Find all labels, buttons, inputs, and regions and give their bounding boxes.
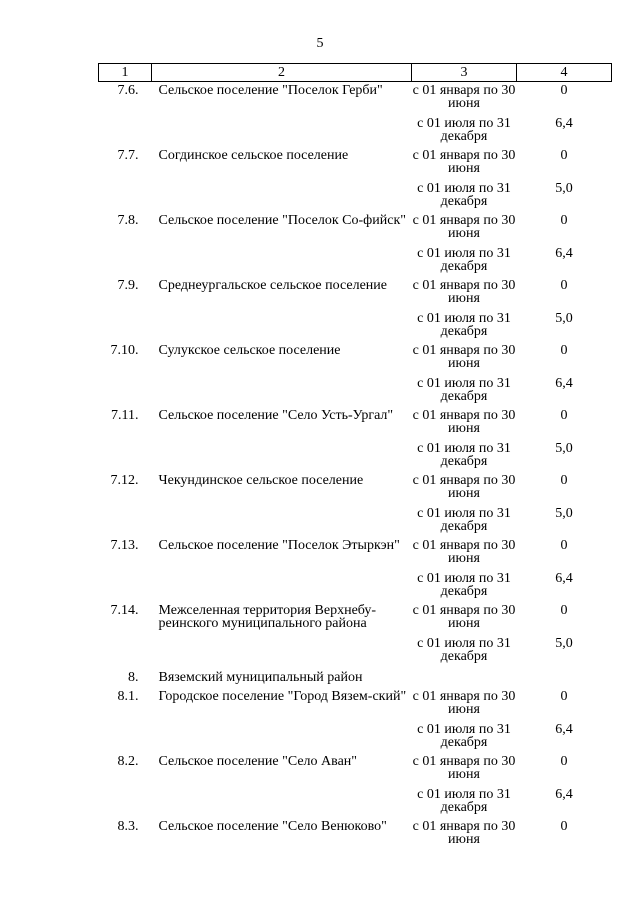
- cell-value: 0: [560, 689, 568, 704]
- cell-period: с 01 января по 30 июня: [412, 754, 516, 782]
- rates-table: [98, 63, 612, 850]
- cell-number: 7.14.: [110, 603, 139, 618]
- cell-value: 6,4: [555, 787, 573, 802]
- table-row: [99, 569, 612, 602]
- cell-period: с 01 июля по 31 декабря: [417, 376, 511, 404]
- table-row: [99, 720, 612, 753]
- cell-period: с 01 января по 30 июня: [412, 343, 516, 371]
- cell-territory: [152, 720, 412, 753]
- cell-value: 6,4: [555, 376, 573, 391]
- cell-territory: Межселенная территория Верхнебу-реинского муниципального района: [158, 603, 377, 631]
- cell-value: 5,0: [555, 636, 573, 651]
- cell-number: 7.8.: [117, 213, 139, 228]
- cell-period: с 01 января по 30 июня: [412, 278, 516, 306]
- cell-number: 8.2.: [117, 754, 139, 769]
- cell-territory: Вяземский муниципальный район: [158, 670, 363, 685]
- cell-number: [99, 634, 152, 667]
- cell-number: 7.13.: [110, 538, 139, 553]
- cell-period: с 01 июля по 31 декабря: [417, 181, 511, 209]
- table-row: [99, 147, 612, 179]
- cell-territory: [152, 114, 412, 147]
- table-row: [99, 785, 612, 818]
- cell-value: 0: [560, 473, 568, 488]
- cell-value: 5,0: [555, 311, 573, 326]
- cell-value: 6,4: [555, 571, 573, 586]
- column-header: 1: [99, 64, 152, 82]
- cell-number: [99, 244, 152, 277]
- cell-period: с 01 января по 30 июня: [412, 689, 516, 717]
- cell-period: [412, 667, 517, 688]
- cell-value: 0: [560, 213, 568, 228]
- cell-number: [99, 179, 152, 212]
- cell-period: с 01 июля по 31 декабря: [417, 787, 511, 815]
- cell-value: 0: [560, 603, 568, 618]
- table-row: [99, 472, 612, 504]
- table-row: [99, 439, 612, 472]
- table-row: [99, 309, 612, 342]
- cell-number: [99, 439, 152, 472]
- cell-period: с 01 июля по 31 декабря: [417, 636, 511, 664]
- cell-territory: Сулукское сельское поселение: [158, 343, 341, 358]
- cell-territory: [152, 634, 412, 667]
- cell-value: [517, 667, 612, 688]
- cell-value: 6,4: [555, 116, 573, 131]
- cell-number: 7.12.: [110, 473, 139, 488]
- table-row: [99, 114, 612, 147]
- cell-period: с 01 января по 30 июня: [412, 148, 516, 176]
- cell-number: 7.11.: [111, 408, 139, 423]
- page-number: 5: [316, 36, 324, 51]
- cell-territory: [152, 244, 412, 277]
- cell-territory: Сельское поселение "Поселок Этыркэн": [158, 538, 400, 553]
- table-row: [99, 504, 612, 537]
- cell-territory: [152, 504, 412, 537]
- table-row: [99, 244, 612, 277]
- table-row: [99, 342, 612, 374]
- cell-period: с 01 июля по 31 декабря: [417, 571, 511, 599]
- cell-period: с 01 января по 30 июня: [412, 408, 516, 436]
- table-row: [99, 753, 612, 785]
- table-row: [99, 537, 612, 569]
- cell-number: [99, 785, 152, 818]
- cell-period: с 01 января по 30 июня: [412, 213, 516, 241]
- cell-period: с 01 июля по 31 декабря: [417, 441, 511, 469]
- cell-period: с 01 июля по 31 декабря: [417, 506, 511, 534]
- cell-number: 8.1.: [117, 689, 139, 704]
- cell-value: 0: [560, 148, 568, 163]
- cell-territory: [152, 374, 412, 407]
- table-row: [99, 277, 612, 309]
- cell-territory: Сельское поселение "Поселок Со-фийск": [158, 213, 406, 228]
- cell-territory: [152, 309, 412, 342]
- cell-number: 8.3.: [117, 819, 139, 834]
- cell-period: с 01 июля по 31 декабря: [417, 311, 511, 339]
- cell-territory: [152, 785, 412, 818]
- cell-number: [99, 504, 152, 537]
- cell-territory: Чекундинское сельское поселение: [158, 473, 364, 488]
- table-row: [99, 179, 612, 212]
- cell-territory: Среднеургальское сельское поселение: [158, 278, 387, 293]
- cell-period: с 01 января по 30 июня: [412, 819, 516, 847]
- table-row: [99, 374, 612, 407]
- cell-period: с 01 января по 30 июня: [412, 603, 516, 631]
- column-header-row: [99, 64, 612, 82]
- cell-number: [99, 569, 152, 602]
- cell-number: [99, 720, 152, 753]
- cell-territory: [152, 569, 412, 602]
- table-row: [99, 634, 612, 667]
- cell-territory: Согдинское сельское поселение: [158, 148, 349, 163]
- table-row: [99, 667, 612, 688]
- cell-territory: Сельское поселение "Село Аван": [158, 754, 358, 769]
- cell-territory: Сельское поселение "Село Венюково": [158, 819, 387, 834]
- cell-value: 6,4: [555, 722, 573, 737]
- cell-period: с 01 июля по 31 декабря: [417, 246, 511, 274]
- cell-value: 0: [560, 819, 568, 834]
- cell-number: [99, 114, 152, 147]
- cell-number: 7.10.: [110, 343, 139, 358]
- table-row: [99, 407, 612, 439]
- cell-period: с 01 июля по 31 декабря: [417, 722, 511, 750]
- cell-value: 0: [560, 83, 568, 98]
- table-row: [99, 212, 612, 244]
- column-header: 3: [412, 64, 517, 82]
- table-row: [99, 688, 612, 720]
- cell-value: 0: [560, 343, 568, 358]
- cell-number: [99, 309, 152, 342]
- cell-territory: Сельское поселение "Поселок Герби": [158, 83, 383, 98]
- cell-value: 5,0: [555, 441, 573, 456]
- cell-value: 5,0: [555, 506, 573, 521]
- cell-number: 7.9.: [117, 278, 139, 293]
- cell-territory: Сельское поселение "Село Усть-Ургал": [158, 408, 394, 423]
- cell-value: 0: [560, 538, 568, 553]
- cell-value: 6,4: [555, 246, 573, 261]
- cell-number: 7.6.: [117, 83, 139, 98]
- cell-period: с 01 января по 30 июня: [412, 473, 516, 501]
- cell-number: 7.7.: [117, 148, 139, 163]
- column-header: 4: [517, 64, 612, 82]
- table-row: [99, 818, 612, 850]
- cell-number: 8.: [128, 670, 139, 685]
- cell-value: 5,0: [555, 181, 573, 196]
- cell-territory: [152, 439, 412, 472]
- cell-value: 0: [560, 408, 568, 423]
- cell-territory: Городское поселение "Город Вязем-ский": [158, 689, 407, 704]
- table-row: [99, 602, 612, 634]
- column-header: 2: [152, 64, 412, 82]
- cell-period: с 01 января по 30 июня: [412, 83, 516, 111]
- cell-territory: [152, 179, 412, 212]
- cell-period: с 01 января по 30 июня: [412, 538, 516, 566]
- cell-number: [99, 374, 152, 407]
- table-body: [99, 82, 612, 851]
- cell-value: 0: [560, 754, 568, 769]
- cell-period: с 01 июля по 31 декабря: [417, 116, 511, 144]
- cell-value: 0: [560, 278, 568, 293]
- table-row: [99, 82, 612, 115]
